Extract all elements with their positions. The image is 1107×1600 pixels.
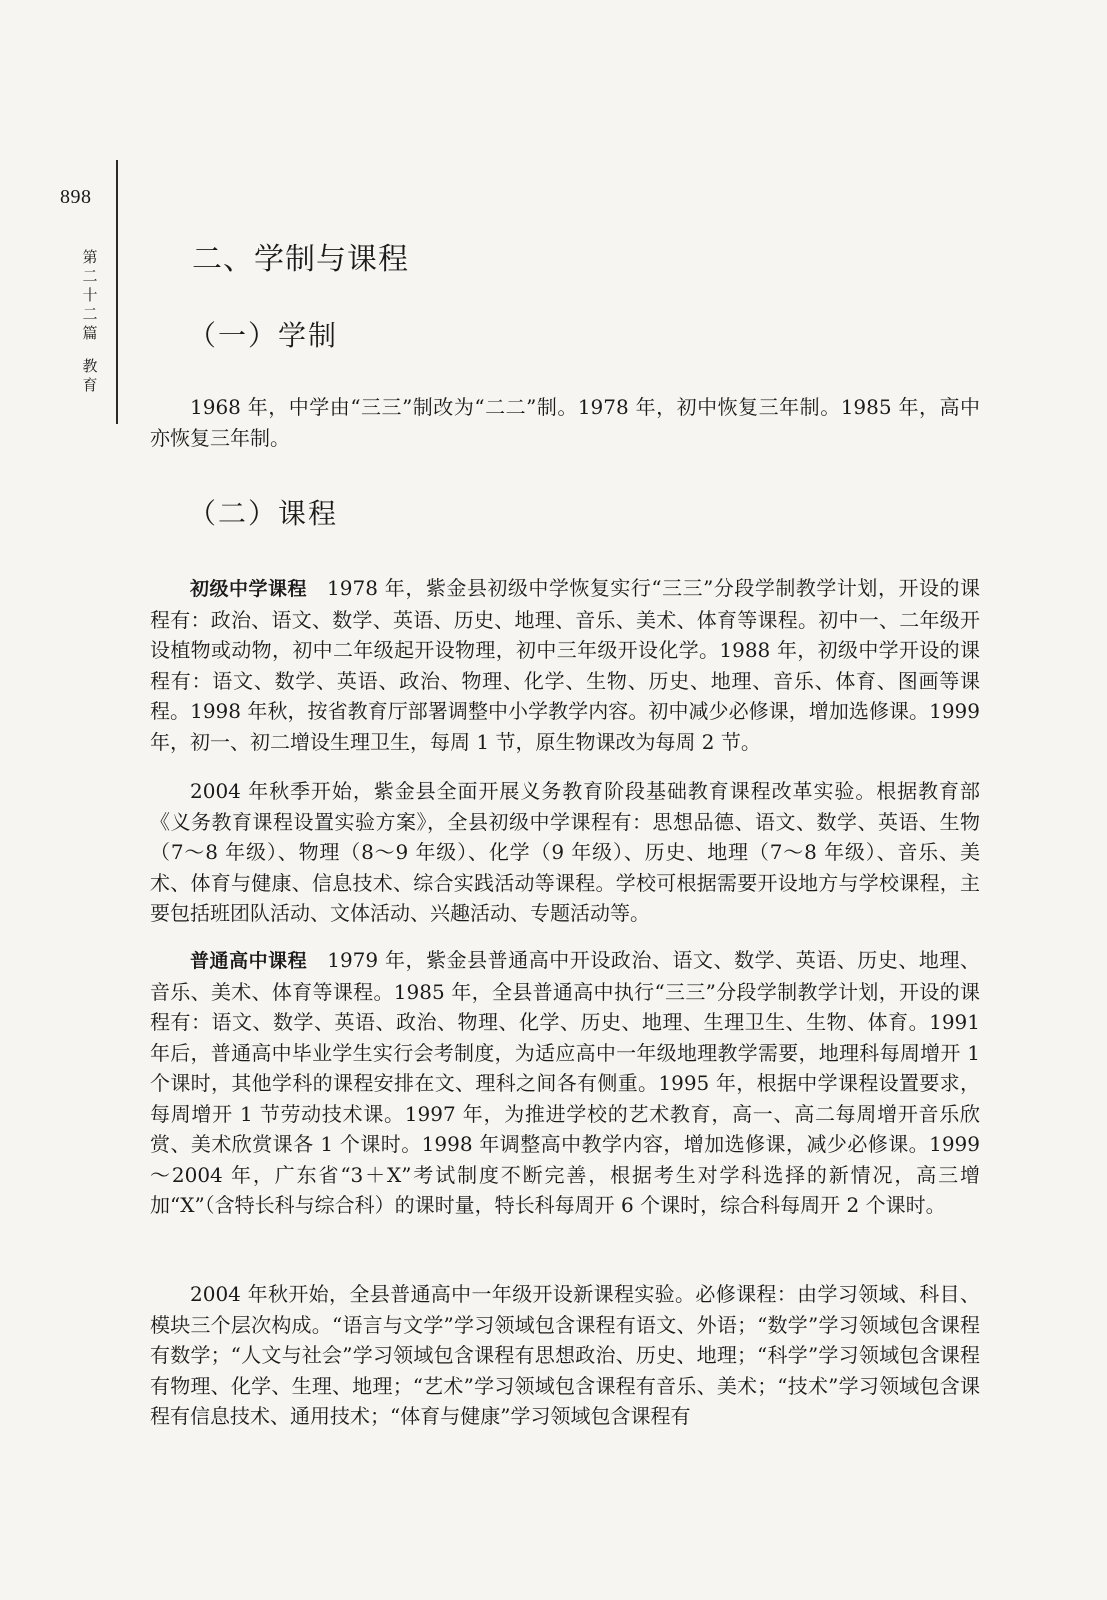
subsection-title-kecheng: （二）课程 [188,497,339,530]
side-label-char: 第 [82,248,98,266]
side-label-char: 育 [82,376,98,394]
paragraph [150,573,980,757]
page-number: 898 [60,186,92,208]
paragraph [150,776,980,929]
paragraph-text: 2004 年秋季开始，紫金县全面开展义务教育阶段基础教育课程改革实验。根据教育部《义务教育课程设置实验方案》，全县初级中学课程有：思想品德、语文、数学、英语、生物（7～8 年级）、物理（8～9 年级）、化学（9 年级）、历史、地理（7～8 年级）、音乐、美术、体育与健康、信息技术、综合实践活动等课程。学校可根据需要开设地方与学校课程，主要包括班团队活动、文体活动、兴趣活动、专题活动等。 [150,779,980,925]
section-title: 二、学制与课程 [192,242,409,277]
paragraph [150,945,980,1221]
margin-rule [116,160,118,424]
paragraph-text: 1979 年，紫金县普通高中开设政治、语文、数学、英语、历史、地理、音乐、美术、体育等课程。1985 年，全县普通高中执行“三三”分段学制教学计划，开设的课程有：语文、数学、英语、政治、物理、化学、历史、地理、生理卫生、生物、体育。1991 年后，普通高中毕业学生实行会考制度，为适应高中一年级地理教学需要，地理科每周增开 1 个课时，其他学科的课程安排在文、理科之间各有侧重。1995 年，根据中学课程设置要求，每周增开 1 节劳动技术课。1997 年，为推进学校的艺术教育，高一、高二每周增开音乐欣赏、美术欣赏课各 1 个课时。1998 年调整高中教学内容，增加选修课，减少必修课。1999～2004 年，广东省“3＋X”考试制度不断完善，根据考生对学科选择的新情况，高三增加“X”（含特长科与综合科）的课时量，特长科每周开 6 个课时，综合科每周开 2 个课时。 [150,948,980,1217]
paragraph-text: 2004 年秋开始，全县普通高中一年级开设新课程实验。必修课程：由学习领域、科目、模块三个层次构成。“语言与文学”学习领域包含课程有语文、外语；“数学”学习领域包含课程有数学；“人文与社会”学习领域包含课程有思想政治、历史、地理；“科学”学习领域包含课程有物理、化学、生理、地理；“艺术”学习领域包含课程有音乐、美术；“技术”学习领域包含课程有信息技术、通用技术；“体育与健康”学习领域包含课程有 [150,1282,980,1428]
side-label-char: 教 [82,357,98,375]
side-label-char: 二 [82,267,98,285]
paragraph-lead: 普通高中课程 [190,950,308,972]
paragraph-lead: 初级中学课程 [190,578,308,600]
paragraph-text: 1978 年，紫金县初级中学恢复实行“三三”分段学制教学计划，开设的课程有：政治、语文、数学、英语、历史、地理、音乐、美术、体育等课程。初中一、二年级开设植物或动物，初中二年级起开设物理，初中三年级开设化学。1988 年，初级中学开设的课程有：语文、数学、英语、政治、物理、化学、生物、历史、地理、音乐、体育、图画等课程。1998 年秋，按省教育厅部署调整中小学教学内容。初中减少必修课，增加选修课。1999 年，初一、初二增设生理卫生，每周 1 节，原生物课改为每周 2 节。 [150,576,980,754]
paragraph-text: 1968 年，中学由“三三”制改为“二二”制。1978 年，初中恢复三年制。1985 年，高中亦恢复三年制。 [150,395,980,450]
paragraph [150,1279,980,1432]
side-label-char: 十 [82,286,98,304]
subsection-title-xuezhi: （一）学制 [188,319,339,352]
paragraph [150,392,980,453]
side-label-char: 二 [82,305,98,323]
side-label-char: 篇 [82,324,98,342]
running-header-vertical [79,248,101,395]
